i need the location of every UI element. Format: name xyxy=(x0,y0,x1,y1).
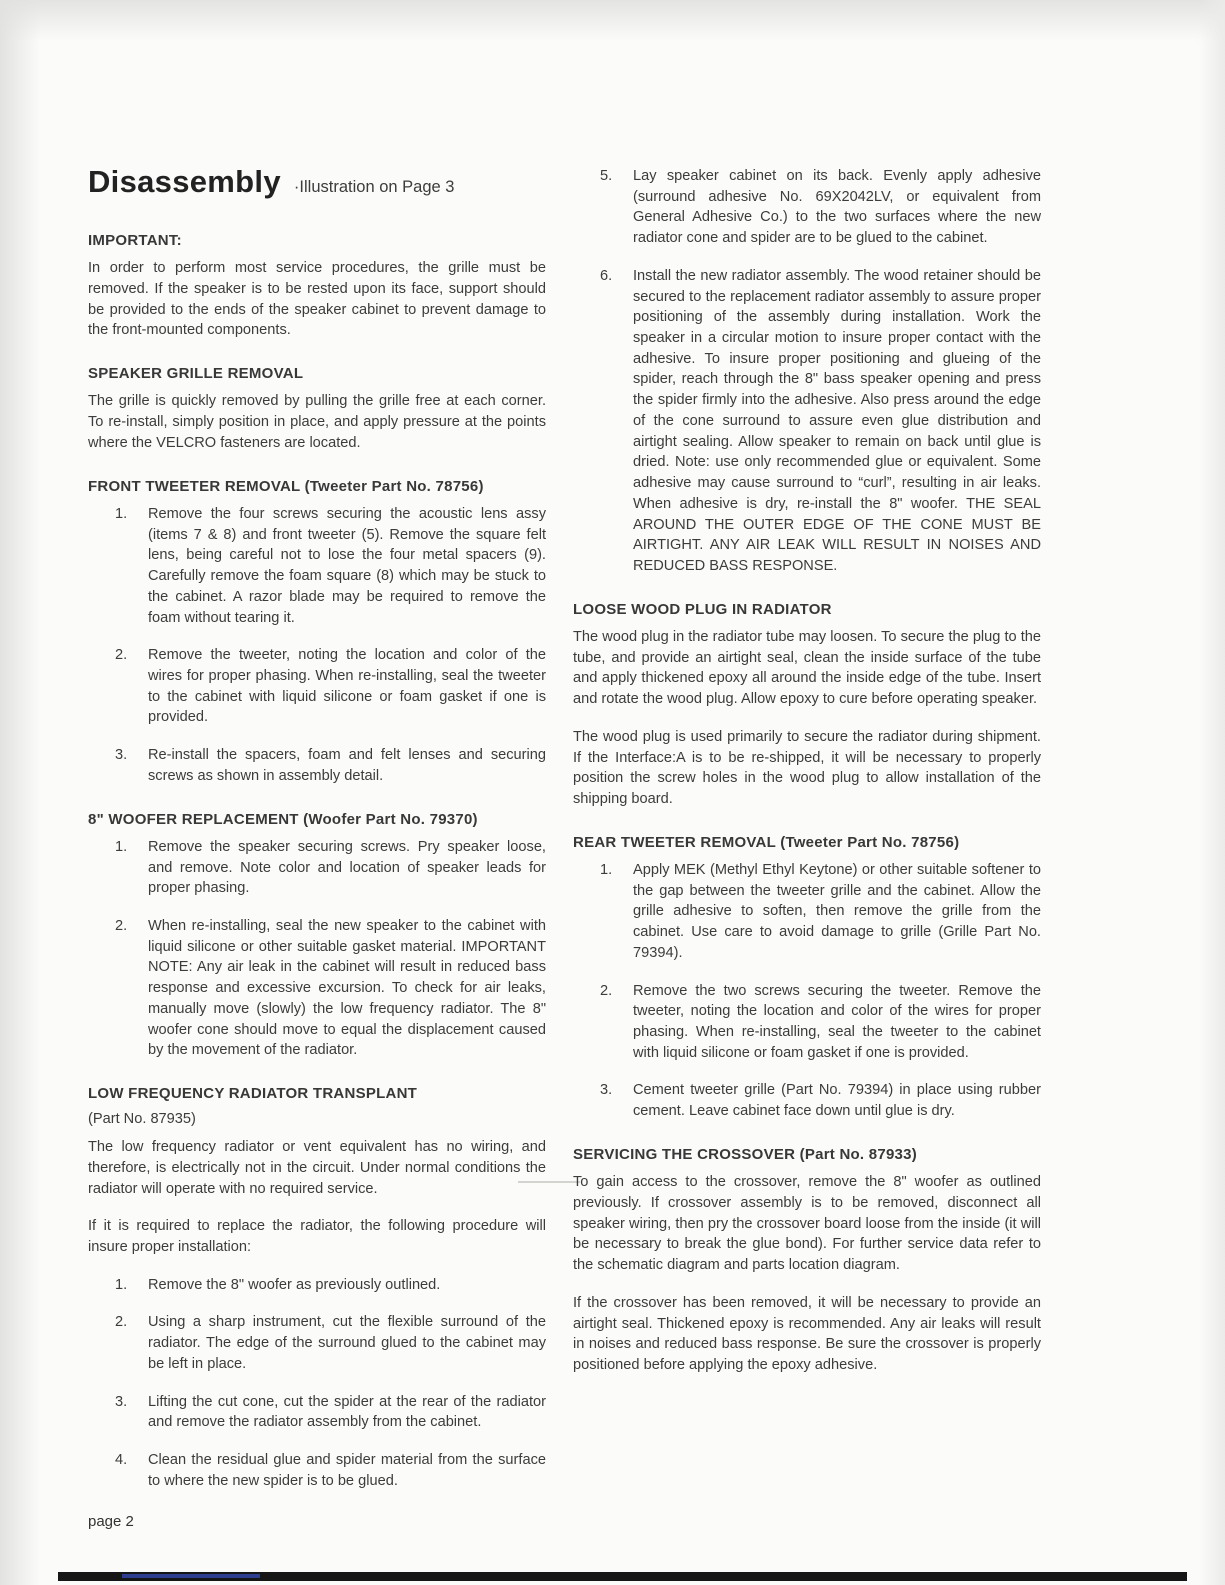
item-number: 1. xyxy=(600,862,613,878)
title-row xyxy=(88,160,546,204)
section-heading-wood-plug: LOOSE WOOD PLUG IN RADIATOR xyxy=(573,600,832,618)
section-front-tweeter-removal xyxy=(88,476,546,787)
list-item xyxy=(115,837,546,899)
item-text: Lifting the cut cone, cut the spider at the rear of the radiator and remove the radiator assembly from the cabinet. xyxy=(148,1393,546,1431)
item-text: Remove the two screws securing the tweeter. Remove the tweeter, noting the location and color of the wires for proper phasing. When re-installing, seal the tweeter to the cabinet with liquid silicone or foam gasket if one is provided. xyxy=(633,982,1041,1061)
item-text: Install the new radiator assembly. The wood retainer should be secured to the replacement radiator assembly to assure proper positioning of the assembly during installation. Work the speaker in a circular motion to insure proper contact with the adhesive. To insure proper positioning and glueing of the spider, reach through the 8" bass speaker opening and press the spider firmly into the adhesive. Also press around the edge of the cone surround to assure even glue distribution and airtight sealing. Allow speaker to remain on back until glue is dried. Note: use only recommended glue or equivalent. Some adhesive may cause surround to “curl”, resulting in air leaks. When adhesive is dry, re-install the 8" woofer. THE SEAL AROUND THE OUTER EDGE OF THE CONE MUST BE AIRTIGHT. ANY AIR LEAK WILL RESULT IN NOISES AND REDUCED BASS RESPONSE. xyxy=(633,267,1041,574)
list-item xyxy=(115,745,546,786)
item-number: 3. xyxy=(115,747,128,764)
left-column xyxy=(88,160,546,1508)
section-radiator-transplant-continued xyxy=(573,166,1041,577)
page-subtitle: ·Illustration on Page 3 xyxy=(293,178,455,196)
section-heading-rear-tweeter: REAR TWEETER REMOVAL (Tweeter Part No. 78756) xyxy=(573,833,960,851)
item-text: When re-installing, seal the new speaker to the cabinet with liquid silicone or other suitable gasket material. IMPORTANT NOTE: Any air leak in the cabinet will result in reduced bass response and excessive excursion. To check for air leaks, manually move (slowly) the low frequency radiator. The 8" woofer cone should move to equal the displacement caused by the movement of the radiator. xyxy=(148,918,546,1059)
item-text: Apply MEK (Methyl Ethyl Keytone) or other suitable softener to the gap between the tweeter grille and the cabinet. Allow the grille adhesive to soften, then remove the grille from the cabinet. Use care to avoid damage to grille (Grille Part No. 79394). xyxy=(633,862,1041,961)
item-text: Cement tweeter grille (Part No. 79394) in place using rubber cement. Leave cabinet face down until glue is dry. xyxy=(633,1082,1041,1120)
section-servicing-crossover xyxy=(573,1144,1041,1376)
page-title: Disassembly xyxy=(88,164,281,199)
paragraph-radiator-1: The low frequency radiator or vent equivalent has no wiring, and therefore, is electrically not in the circuit. Under normal conditions the radiator will operate with no required service. xyxy=(88,1139,546,1197)
list-item xyxy=(115,645,546,728)
woofer-steps xyxy=(88,837,546,1061)
paragraph-grille-removal: The grille is quickly removed by pulling the grille free at each corner. To re-install, simply position in place, and apply pressure at the points where the VELCRO fasteners are located. xyxy=(88,393,546,451)
scan-edge-top-shadow xyxy=(0,0,1225,42)
item-number: 2. xyxy=(600,982,613,999)
section-heading-front-tweeter: FRONT TWEETER REMOVAL (Tweeter Part No. 78756) xyxy=(88,477,484,495)
item-number: 2. xyxy=(115,918,128,935)
list-item xyxy=(115,1312,546,1374)
section-radiator-transplant xyxy=(88,1083,546,1491)
paragraph-wood-plug-1: The wood plug in the radiator tube may loosen. To secure the plug to the tube, and provide an airtight seal, clean the inside surface of the tube and apply thickened epoxy all around the inside edge of the tube. Insert and rotate the wood plug. Allow epoxy to cure before operating speaker. xyxy=(573,628,1041,708)
item-number: 2. xyxy=(115,647,128,664)
section-heading-important: IMPORTANT: xyxy=(88,232,182,250)
item-number: 1. xyxy=(115,505,128,522)
paragraph-important: In order to perform most service procedures, the grille must be removed. If the speaker is to be rested upon its face, support should be provided to the ends of the speaker cabinet to prevent damage to the front-mounted components. xyxy=(88,260,546,339)
section-heading-crossover: SERVICING THE CROSSOVER (Part No. 87933) xyxy=(573,1145,917,1163)
scan-edge-right-shadow xyxy=(1199,0,1225,1585)
item-text: Remove the tweeter, noting the location and color of the wires for proper phasing. When re-installing, seal the tweeter to the cabinet with liquid silicone or foam gasket if one is provided. xyxy=(148,647,546,726)
paragraph-crossover-2: If the crossover has been removed, it will be necessary to provide an airtight seal. Thickened epoxy is recommended. Any air leaks will result in noises and reduced bass response. Be sure the crossover is properly positioned before applying the epoxy adhesive. xyxy=(573,1294,1041,1373)
list-item xyxy=(115,504,546,628)
item-text: Remove the speaker securing screws. Pry speaker loose, and remove. Note color and location of speaker leads for proper phasing. xyxy=(148,838,546,897)
section-woofer-replacement xyxy=(88,809,546,1061)
item-text: Clean the residual glue and spider material from the surface to where the new spider is to be glued. xyxy=(148,1451,546,1489)
paragraph-wood-plug-2: The wood plug is used primarily to secure the radiator during shipment. If the Interface:A is to be re-shipped, it will be necessary to properly position the screw holes in the wood plug to allow installation of the shipping board. xyxy=(573,728,1041,807)
item-text: Lay speaker cabinet on its back. Evenly apply adhesive (surround adhesive No. 69X2042LV, or equivalent from General Adhesive Co.) to the two surfaces where the new radiator cone and spider are to be glued to the cabinet. xyxy=(633,168,1041,247)
section-rear-tweeter-removal xyxy=(573,832,1041,1122)
section-loose-wood-plug xyxy=(573,599,1041,810)
list-item xyxy=(600,1080,1041,1121)
section-grille-removal xyxy=(88,363,546,453)
section-heading-radiator: LOW FREQUENCY RADIATOR TRANSPLANT xyxy=(88,1085,418,1103)
item-number: 6. xyxy=(600,267,613,284)
list-item xyxy=(600,266,1041,577)
item-number: 4. xyxy=(115,1451,128,1468)
list-item xyxy=(115,1275,546,1296)
item-number: 3. xyxy=(600,1082,613,1099)
item-text: Remove the 8" woofer as previously outlined. xyxy=(148,1276,441,1293)
paragraph-radiator-2: If it is required to replace the radiator, the following procedure will insure proper installation: xyxy=(88,1218,546,1255)
list-item xyxy=(600,981,1041,1064)
right-column xyxy=(573,166,1041,1393)
front-tweeter-steps xyxy=(88,504,546,787)
item-text: Using a sharp instrument, cut the flexible surround of the radiator. The edge of the surround glued to the cabinet may be left in place. xyxy=(148,1314,546,1372)
list-item xyxy=(600,166,1041,249)
page-number-label: page 2 xyxy=(88,1513,134,1530)
section-important xyxy=(88,230,546,341)
item-number: 3. xyxy=(115,1393,128,1410)
list-item xyxy=(115,1392,546,1433)
radiator-steps xyxy=(88,1275,546,1492)
item-number: 1. xyxy=(115,1276,128,1293)
paragraph-crossover-1: To gain access to the crossover, remove the 8" woofer as outlined previously. If crossover assembly is to be removed, disconnect all speaker wiring, then pry the crossover board loose from the inside (it will be necessary to break the glue bond). For further service data refer to the schematic diagram and parts location diagram. xyxy=(573,1174,1041,1274)
list-item xyxy=(115,1450,546,1491)
section-heading-woofer: 8" WOOFER REPLACEMENT (Woofer Part No. 79370) xyxy=(88,810,478,828)
radiator-steps-continued xyxy=(573,166,1041,577)
item-text: Remove the four screws securing the acoustic lens assy (items 7 & 8) and front tweeter (5). Remove the square felt lens, being careful not to lose the four metal spacers (9). Carefully remove the foam square (8) which may be stuck to the cabinet. A razor blade may be required to remove the foam without tearing it. xyxy=(148,505,546,626)
item-number: 2. xyxy=(115,1314,128,1331)
item-text: Re-install the spacers, foam and felt lenses and securing screws as shown in assembly detail. xyxy=(148,747,546,784)
list-item xyxy=(600,860,1041,964)
section-heading-grille-removal: SPEAKER GRILLE REMOVAL xyxy=(88,365,304,383)
scan-edge-left-shadow xyxy=(0,0,40,1585)
item-number: 5. xyxy=(600,168,613,184)
list-item xyxy=(115,916,546,1061)
scan-bottom-blue-line xyxy=(122,1574,260,1578)
rear-tweeter-steps xyxy=(573,860,1041,1122)
item-number: 1. xyxy=(115,838,128,855)
section-subheading-radiator-part-no: (Part No. 87935) xyxy=(88,1111,196,1128)
